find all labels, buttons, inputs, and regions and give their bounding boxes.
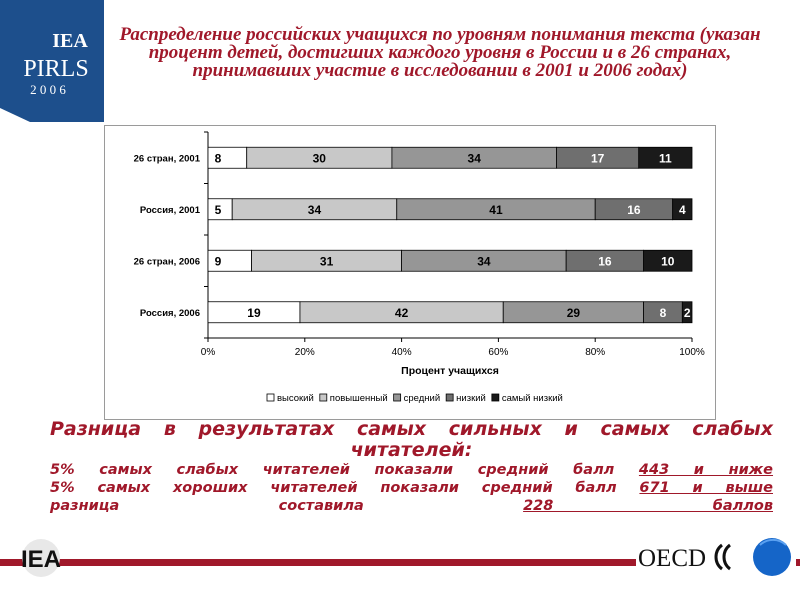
bar-value-label: 2: [683, 305, 691, 320]
legend-swatch: [267, 394, 274, 401]
bar-value-label: 29: [566, 305, 581, 320]
x-tick-label: 20%: [294, 347, 315, 358]
summary-line-difference-score: 228 баллов: [523, 498, 773, 514]
stacked-bar-chart: [105, 126, 717, 421]
logo-pirls-text: PIRLS: [23, 56, 89, 82]
bar-value-label: 31: [319, 254, 334, 269]
slide-title: Распределение российских учащихся по уровням понимания текста (указан процент детей, достигших каждого уровня в России и в 26 странах, принимавших участие в исследовании в 2001 и 2006 годах): [119, 24, 761, 81]
bar-value-label: 10: [661, 254, 675, 269]
summary-line-weakest-text: 5% самых слабых читателей показали средний балл: [50, 462, 639, 478]
category-label: 26 стран, 2001: [133, 153, 200, 165]
bar-value-label: 41: [489, 202, 503, 217]
bar-value-label: 34: [477, 254, 491, 269]
bar-value-label: 16: [627, 202, 641, 217]
oecd-logo: [636, 533, 796, 581]
pirls-logo: [0, 0, 104, 122]
summary-line-difference-text: разница составила: [50, 498, 524, 514]
legend-swatch: [394, 394, 401, 401]
summary-line-strongest-text: 5% самых хороших читателей показали средний балл: [50, 480, 640, 496]
category-label: 26 стран, 2006: [133, 256, 200, 268]
legend-label: низкий: [456, 393, 486, 404]
bar-value-label: 8: [659, 305, 667, 320]
bar-value-label: 42: [394, 305, 409, 320]
bar-value-label: 8: [214, 151, 222, 166]
legend-swatch: [492, 394, 499, 401]
x-axis-title: Процент учащихся: [401, 365, 499, 377]
iea-footer-logo: [10, 538, 72, 578]
legend-label: самый низкий: [501, 393, 563, 404]
bar-value-label: 19: [247, 305, 261, 320]
bar-value-label: 11: [659, 151, 672, 166]
summary-line-strongest: [50, 479, 773, 497]
bar-value-label: 9: [214, 254, 222, 269]
x-tick-label: 60%: [488, 347, 509, 358]
chart-frame: [104, 125, 716, 420]
bar-value-label: 34: [467, 151, 481, 166]
bar-value-label: 5: [214, 202, 222, 217]
legend-swatch: [446, 394, 453, 401]
x-tick-label: 100%: [679, 347, 705, 358]
legend-swatch: [320, 394, 327, 401]
oecd-logo-text: OECD: [638, 545, 707, 572]
bar-value-label: 16: [598, 254, 612, 269]
x-tick-label: 0%: [200, 347, 216, 358]
summary-line-weakest: [50, 461, 773, 479]
summary-line-difference: [50, 497, 773, 515]
legend-label: средний: [403, 393, 441, 404]
legend-label: повышенный: [329, 393, 388, 404]
summary-block: [50, 419, 773, 515]
category-label: Россия, 2001: [139, 204, 200, 216]
summary-heading: Разница в результатах самых сильных и самых слабых читателей:: [50, 418, 773, 461]
category-label: Россия, 2006: [139, 307, 200, 319]
bar-value-label: 30: [312, 151, 326, 166]
summary-line-weakest-score: 443 и ниже: [638, 462, 774, 478]
iea-footer-logo-text: IEA: [20, 546, 62, 573]
logo-iea-text: IEA: [52, 30, 88, 52]
bar-value-label: 4: [678, 202, 686, 217]
legend-label: высокий: [277, 393, 314, 404]
logo-year-text: 2 0 0 6: [30, 82, 66, 97]
x-tick-label: 40%: [391, 347, 412, 358]
x-tick-label: 80%: [585, 347, 606, 358]
bar-value-label: 34: [307, 202, 322, 217]
bar-value-label: 17: [590, 151, 605, 166]
summary-line-strongest-score: 671 и выше: [639, 480, 773, 496]
